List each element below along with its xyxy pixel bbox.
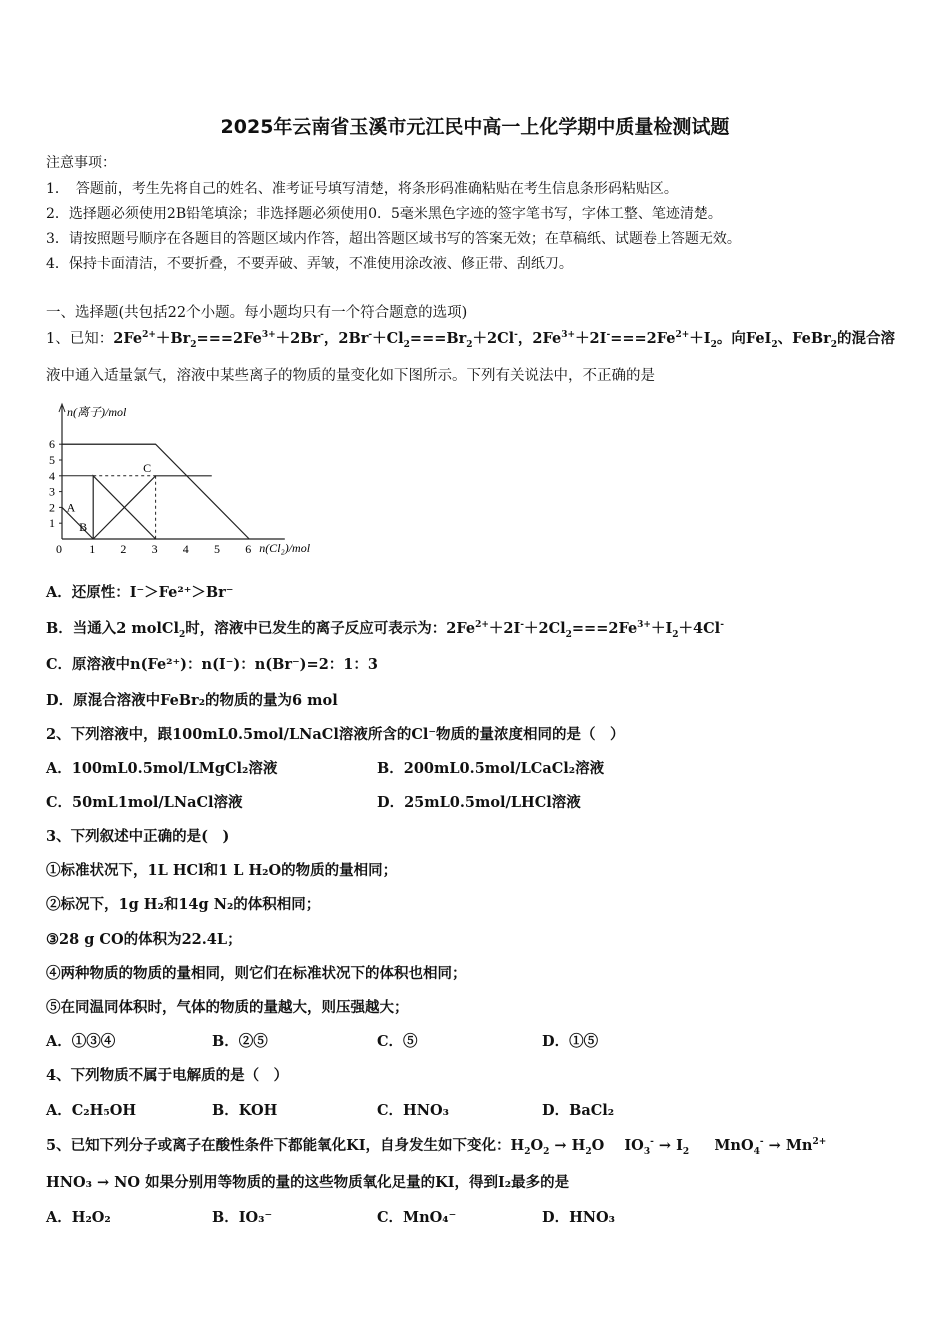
q3-item-2: ②标况下，1g H₂和14g N₂的体积相同； — [46, 896, 321, 913]
notice-item-1: 1． 答题前，考生先将自己的姓名、准考证号填写清楚，将条形码准确粘贴在考生信息条形码粘贴区。 — [46, 181, 678, 197]
q5-option-a[interactable]: A．H₂O₂ — [46, 1209, 111, 1226]
section-heading: 一、选择题(共包括22个小题。每小题均只有一个符合题意的选项) — [46, 305, 468, 321]
q3-item-5: ⑤在同温同体积时，气体的物质的量越大，则压强越大； — [46, 999, 409, 1016]
q3-option-d[interactable]: D．①⑤ — [542, 1033, 599, 1050]
q5-option-c[interactable]: C．MnO₄⁻ — [377, 1209, 457, 1226]
y-tick-label-1: 1 — [49, 516, 55, 531]
y-tick-label-2: 2 — [49, 500, 55, 515]
q3-option-a[interactable]: A．①③④ — [46, 1033, 116, 1050]
q5-option-d[interactable]: D．HNO₃ — [542, 1209, 616, 1226]
q2-stem: 2、下列溶液中，跟100mL0.5mol/LNaCl溶液所含的Cl⁻物质的量浓度相同的是（ ） — [46, 726, 625, 743]
q5-stem-line1 — [46, 1134, 826, 1157]
q2-option-a[interactable]: A．100mL0.5mol/LMgCl₂溶液 — [46, 760, 278, 777]
q1-stem-prefix: 1、已知： — [46, 331, 114, 347]
series-c — [93, 476, 212, 539]
y-tick-label-4: 4 — [49, 468, 55, 483]
notice-item-4: 4．保持卡面清洁，不要折叠，不要弄破、弄皱，不准使用涂改液、修正带、刮纸刀。 — [46, 256, 573, 272]
q4-option-b[interactable]: B．KOH — [212, 1102, 278, 1119]
y-tick-label-3: 3 — [49, 484, 55, 499]
q1-stem-line2: 液中通入适量氯气，溶液中某些离子的物质的量变化如下图所示。下列有关说法中，不正确的是 — [46, 368, 655, 384]
y-tick-label-5: 5 — [49, 453, 55, 467]
y-tick-label-6: 6 — [49, 437, 55, 452]
q4-stem: 4、下列物质不属于电解质的是（ ） — [46, 1067, 289, 1084]
notice-item-3: 3．请按照题号顺序在各题目的答题区域内作答，超出答题区域书写的答案无效；在草稿纸、试题卷上答题无效。 — [46, 231, 741, 247]
x-tick-label-1: 1 — [89, 542, 96, 556]
q5-stem-line2: HNO₃ → NO 如果分别用等物质的量的这些物质氧化足量的KI，得到I₂最多的是 — [46, 1174, 570, 1191]
q1-option-c[interactable]: C．原溶液中n(Fe²⁺)：n(I⁻)：n(Br⁻)=2：1：3 — [46, 656, 378, 673]
x-tick-label-0: 0 — [56, 542, 62, 556]
page-title: 2025年云南省玉溪市元江民中高一上化学期中质量检测试题 — [220, 116, 730, 138]
q3-option-c[interactable]: C．⑤ — [377, 1033, 418, 1050]
q1-equations: $2Fe^{2+}+Br_2===2Fe^{3+}+2Br^-$，$2Br^-+Cl_2===Br_2+2Cl^-$，$2Fe^{3+}+2I^-===2Fe^{2+}+I_2$。向FeI$_2$、FeBr$_2$的混合溶 — [113, 330, 895, 350]
x-axis-label: n(Cl₂)/mol — [259, 541, 311, 555]
q1-chart — [44, 398, 344, 560]
q1-option-b[interactable]: B．当通入2 molCl$_2$时，溶液中已发生的离子反应可表示为：$2Fe^{2+}+2I^-+2Cl_2===2Fe^{3+}+I_2+4Cl^-$ — [46, 620, 724, 640]
q2-option-c[interactable]: C．50mL1mol/LNaCl溶液 — [46, 794, 243, 811]
q3-stem: 3、下列叙述中正确的是( ) — [46, 828, 230, 845]
q4-option-a[interactable]: A．C₂H₅OH — [46, 1102, 137, 1119]
q1-stem-line1 — [46, 327, 895, 350]
notice-heading: 注意事项： — [46, 155, 116, 171]
x-tick-label-4: 4 — [182, 542, 189, 556]
q5-stem-prefix: 5、已知下列分子或离子在酸性条件下都能氧化KI，自身发生如下变化： — [46, 1137, 511, 1154]
q1-option-a[interactable]: A．还原性：I⁻＞Fe²⁺＞Br⁻ — [46, 584, 234, 601]
q4-option-c[interactable]: C．HNO₃ — [377, 1102, 449, 1119]
q1-option-d[interactable]: D．原混合溶液中FeBr₂的物质的量为6 mol — [46, 692, 338, 709]
q3-item-3: ③28 g CO的体积为22.4L； — [46, 931, 242, 948]
q4-option-d[interactable]: D．BaCl₂ — [542, 1102, 615, 1119]
x-tick-label-2: 2 — [120, 542, 127, 556]
x-tick-label-5: 5 — [214, 542, 220, 556]
series-label-a: A — [66, 500, 76, 515]
y-axis-label: n(离子)/mol — [67, 405, 127, 419]
q3-item-4: ④两种物质的物质的量相同，则它们在标准状况下的体积也相同； — [46, 965, 467, 982]
q3-item-1: ①标准状况下，1L HCl和1 L H₂O的物质的量相同； — [46, 862, 398, 879]
q5-changes: $H_2O_2 \to H_2O$ $IO_3^- \to I_2$ $MnO_4^- \to Mn^{2+}$ — [510, 1137, 827, 1157]
q2-option-d[interactable]: D．25mL0.5mol/LHCl溶液 — [377, 794, 581, 811]
q3-option-b[interactable]: B．②⑤ — [212, 1033, 268, 1050]
q2-option-b[interactable]: B．200mL0.5mol/LCaCl₂溶液 — [377, 760, 605, 777]
series-label-c: C — [143, 460, 152, 475]
q5-option-b[interactable]: B．IO₃⁻ — [212, 1209, 273, 1226]
notice-item-2: 2．选择题必须使用2B铅笔填涂；非选择题必须使用0．5毫米黑色字迹的签字笔书写，字体工整、笔迹清楚。 — [46, 206, 722, 222]
x-tick-label-6: 6 — [245, 542, 252, 556]
x-tick-label-3: 3 — [151, 542, 158, 556]
series-label-b: B — [79, 520, 88, 535]
